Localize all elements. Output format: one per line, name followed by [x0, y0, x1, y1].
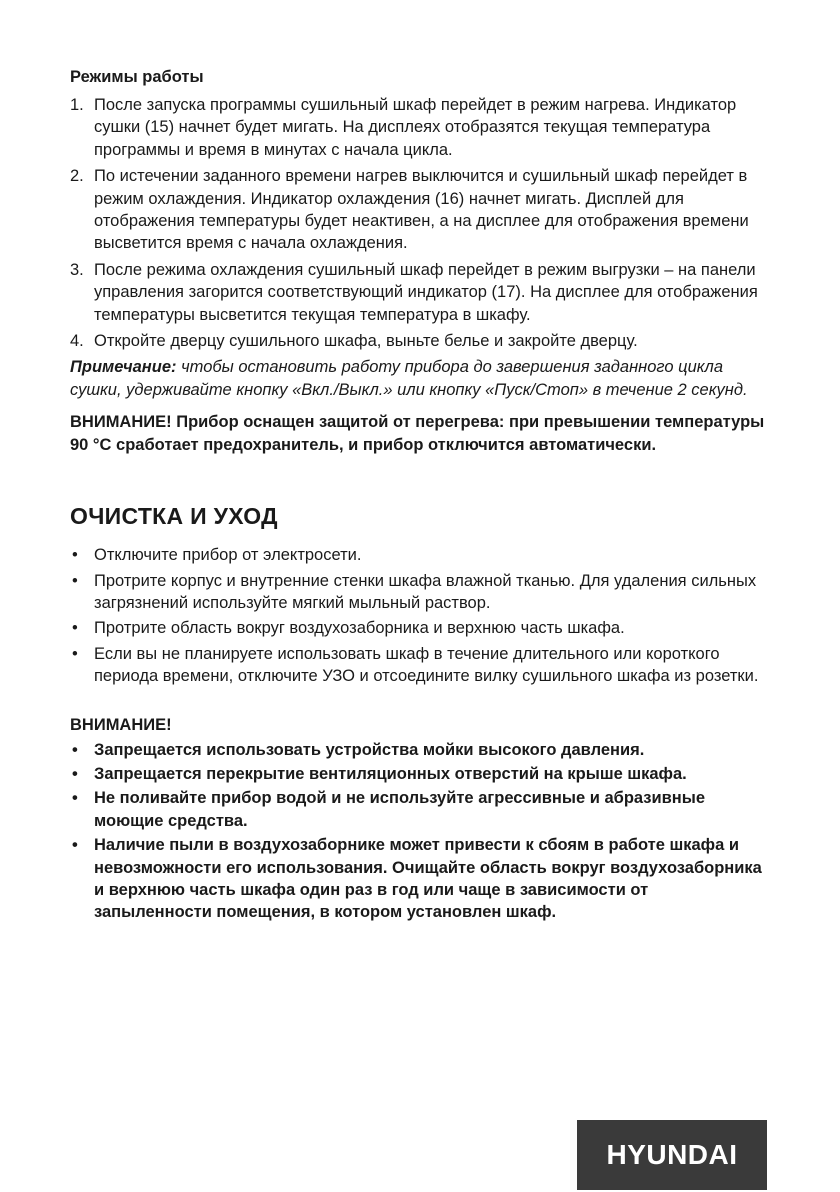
item-text: Наличие пыли в воздухозаборнике может привести к сбоям в работе шкафа и невозможности его использования. Очищайте область вокруг воздухозаборника и верхнюю часть шкафа один раз в год или чаще в зависимости от запыленности помещения, в котором установлен шкаф. [94, 836, 762, 922]
bullet-icon: • [72, 789, 78, 808]
item-text: После режима охлаждения сушильный шкаф перейдет в режим выгрузки – на панели управления загорится соответствующий индикатор (17). На дисплее для отображения температуры высветится текущая температура в шкафу. [94, 260, 758, 324]
list-item [70, 834, 770, 924]
list-item [70, 763, 770, 785]
list-item [70, 739, 770, 761]
item-number: 3. [70, 260, 84, 279]
item-text: После запуска программы сушильный шкаф перейдет в режим нагрева. Индикатор сушки (15) начнет будет мигать. На дисплеях отобразятся текущая температура программы и время в минутах с начала цикла. [94, 96, 737, 159]
bullet-icon: • [72, 546, 78, 565]
list-item [70, 94, 770, 161]
list-item [70, 259, 770, 326]
manual-page [70, 66, 770, 926]
list-item [70, 544, 770, 566]
item-text: Протрите область вокруг воздухозаборника и верхнюю часть шкафа. [94, 619, 625, 638]
item-text: Запрещается перекрытие вентиляционных отверстий на крыше шкафа. [94, 764, 687, 783]
list-item [70, 643, 770, 688]
note-paragraph [70, 356, 770, 401]
item-text: Откройте дверцу сушильного шкафа, выньте белье и закройте дверцу. [94, 332, 638, 351]
item-text: Не поливайте прибор водой и не используйте агрессивные и абразивные моющие средства. [94, 789, 706, 830]
item-text: Отключите прибор от электросети. [94, 546, 362, 565]
list-item [70, 330, 770, 352]
item-text: По истечении заданного времени нагрев выключится и сушильный шкаф перейдет в режим охлаждения. Индикатор охлаждения (16) начнет мигать. Дисплей для отображения температуры будет неактивен, а на дисплее для отображения времени высветится время с начала охлаждения. [94, 167, 749, 253]
bullet-icon: • [72, 836, 78, 855]
bullet-icon: • [72, 644, 78, 663]
bullet-icon: • [72, 571, 78, 590]
item-text: Протрите корпус и внутренние стенки шкафа влажной тканью. Для удаления сильных загрязнений используйте мягкий мыльный раствор. [94, 571, 757, 612]
hyundai-logo: HYUNDAI [577, 1120, 767, 1190]
list-item [70, 165, 770, 255]
note-lead: Примечание: [70, 358, 177, 377]
bullet-icon: • [72, 740, 78, 759]
overheat-warning: ВНИМАНИЕ! Прибор оснащен защитой от перегрева: при превышении температуры 90 °С сработает предохранитель, и прибор отключится автоматически. [70, 413, 765, 454]
bullet-icon: • [72, 619, 78, 638]
modes-list [70, 94, 770, 352]
cleaning-heading: ОЧИСТКА И УХОД [70, 503, 278, 530]
cleaning-list [70, 544, 770, 687]
list-item [70, 617, 770, 639]
attention-heading: ВНИМАНИЕ! [70, 715, 172, 734]
item-number: 1. [70, 96, 84, 114]
item-number: 2. [70, 167, 84, 186]
list-item [70, 787, 770, 832]
bullet-icon: • [72, 764, 78, 783]
item-text: Если вы не планируете использовать шкаф в течение длительного или короткого периода времени, отключите УЗО и отсоедините вилку сушильного шкафа из розетки. [94, 644, 759, 686]
list-item [70, 570, 770, 615]
modes-heading: Режимы работы [70, 68, 204, 86]
attention-list [70, 739, 770, 924]
item-text: Запрещается использовать устройства мойки высокого давления. [94, 740, 645, 759]
item-number: 4. [70, 332, 84, 351]
note-text: чтобы остановить работу прибора до завершения заданного цикла сушки, удерживайте кнопку «Вкл./Выкл.» или кнопку «Пуск/Стоп» в течение 2 секунд. [70, 358, 748, 399]
